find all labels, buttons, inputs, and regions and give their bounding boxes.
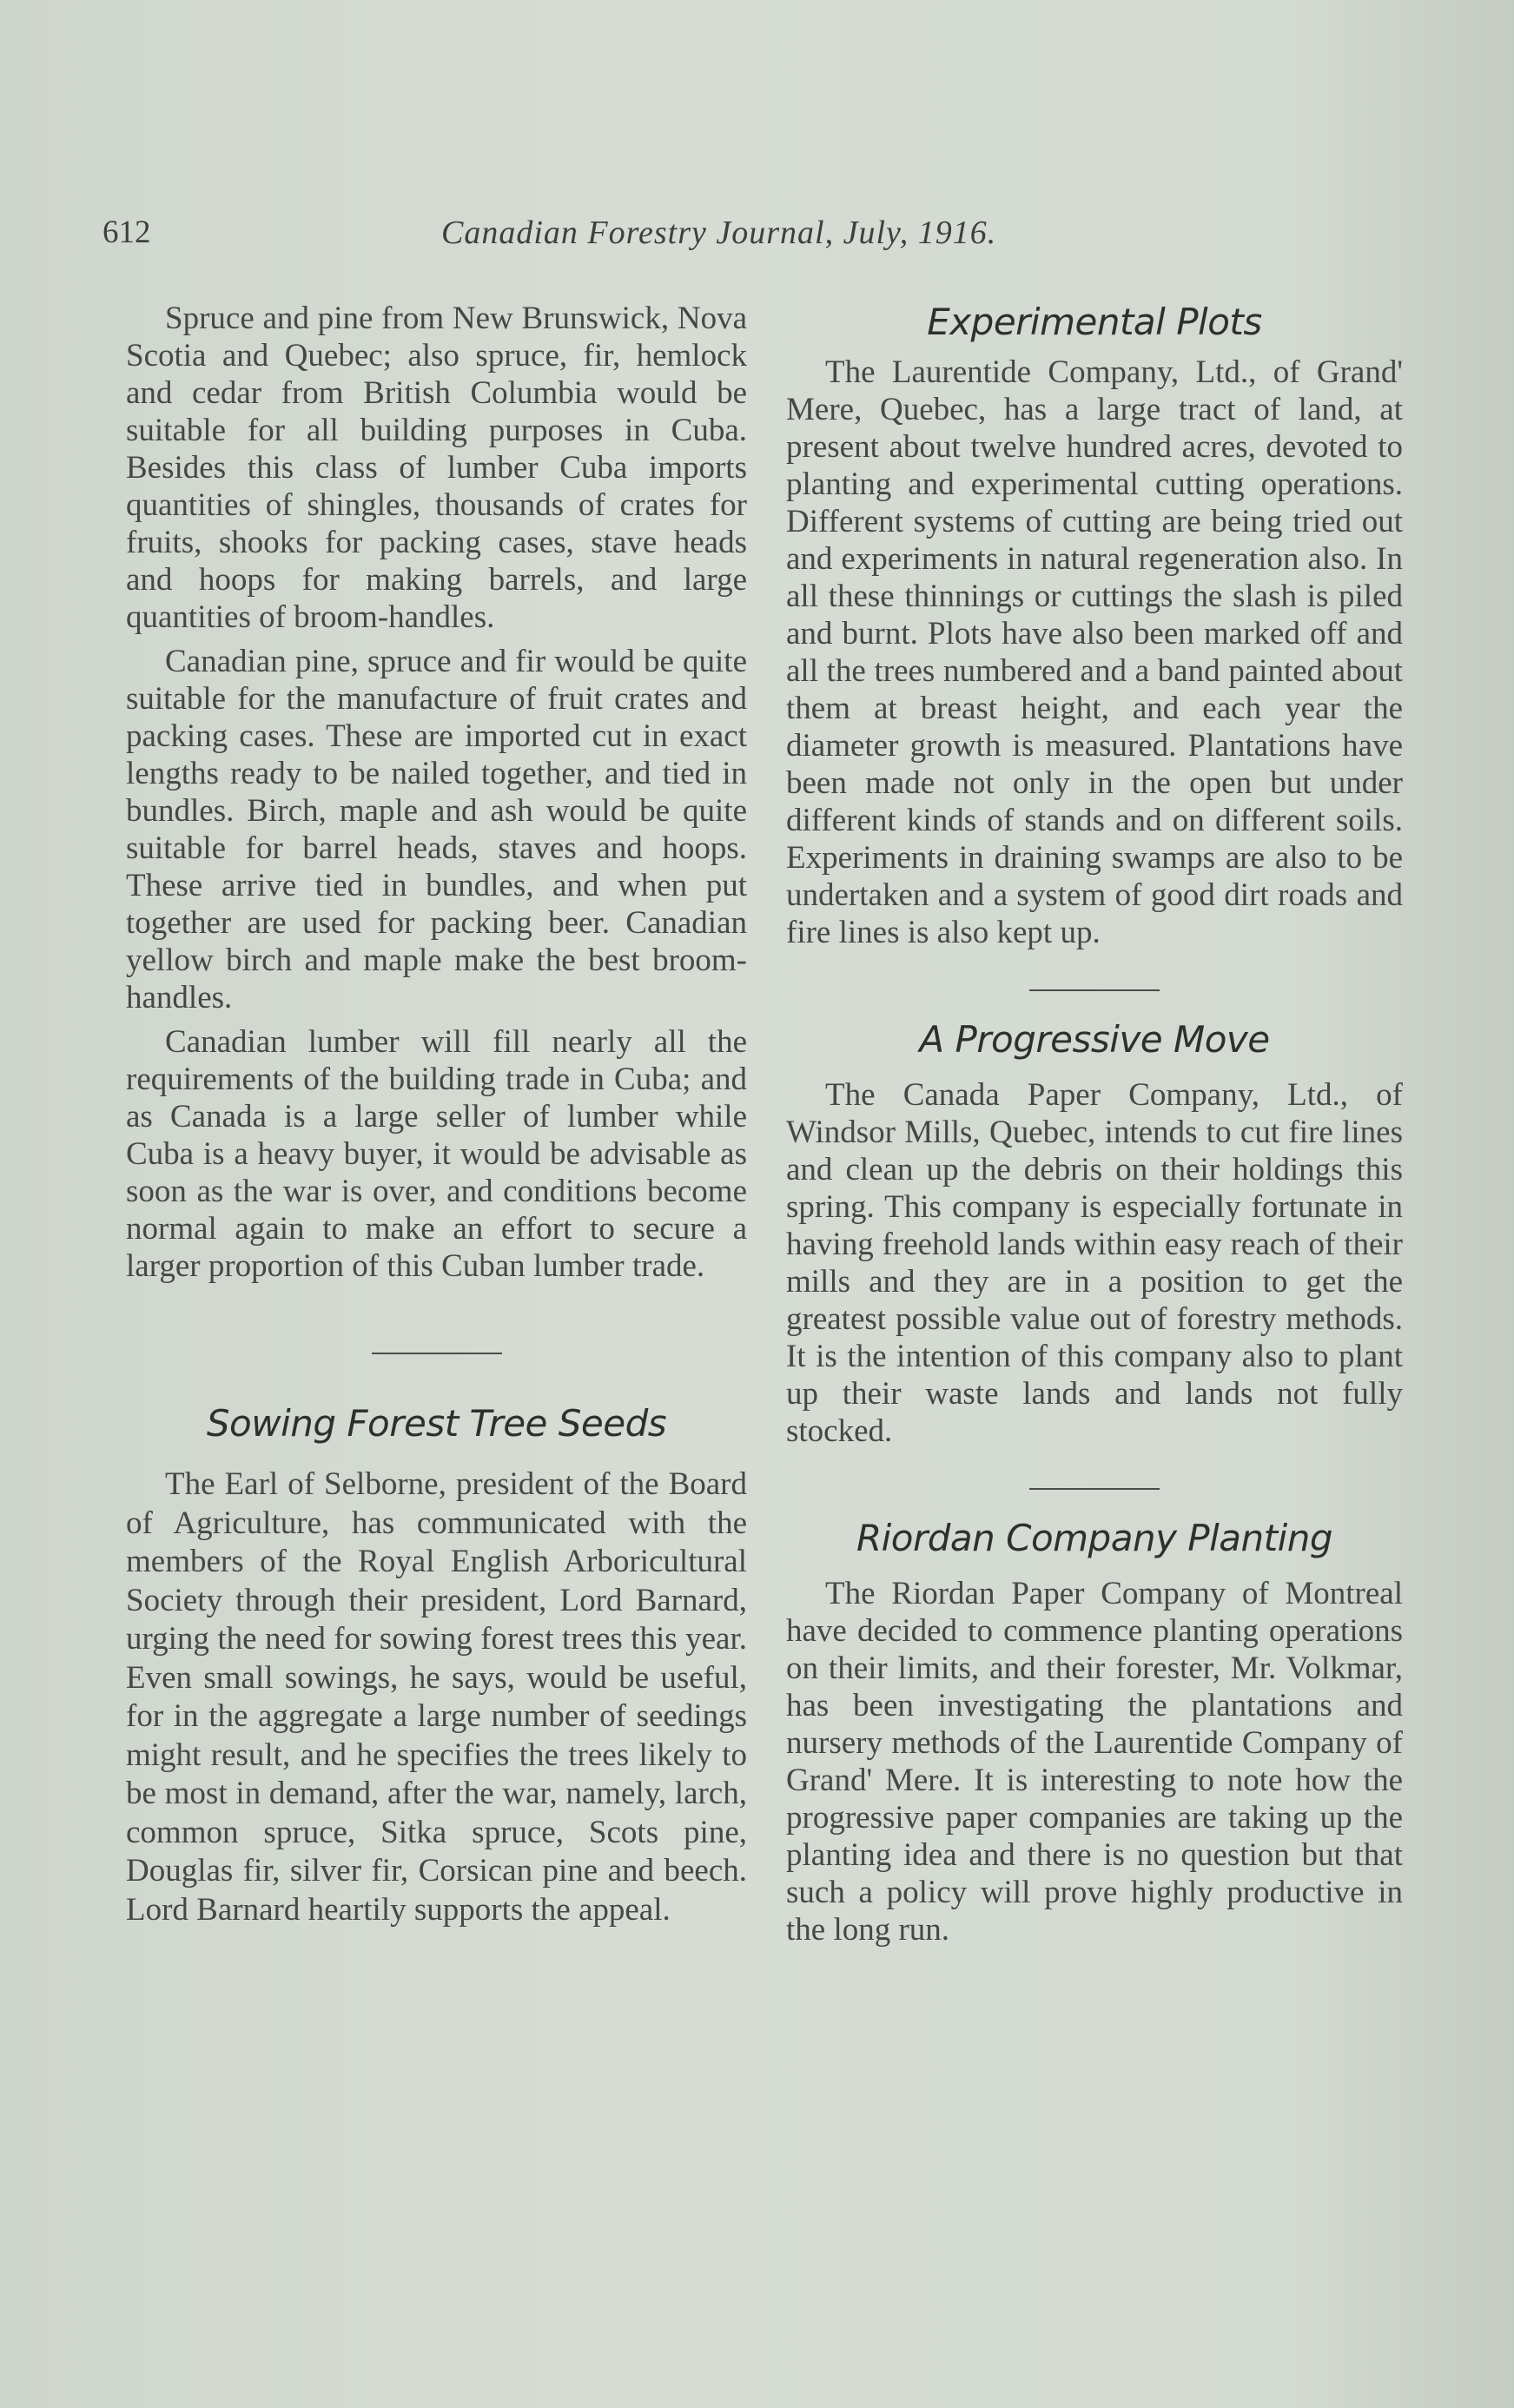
- riordan-paragraph: The Riordan Paper Company of Montreal have decided to commence planting operations on their limits, and their forester, Mr. Volkmar, has been investigating the plantations and nursery methods of the Laurentide Company of Grand' Mere. It is interesting to note how the progressive paper companies are taking up the planting idea and there is no question but that such a policy will prove highly productive in the long run.: [786, 1576, 1403, 1948]
- cuba-lumber-paragraph-1: Spruce and pine from New Brunswick, Nova Scotia and Quebec; also spruce, fir, hemlock and cedar from British Columbia would be suitable for all building purposes in Cuba. Besides this class of lumber Cuba imports quantities of shingles, thousands of crates for fruits, shooks for packing cases, stave heads and hoops for making barrels, and large quantities of broom-handles.: [126, 301, 747, 635]
- cuba-lumber-paragraph-2: Canadian pine, spruce and fir would be quite suitable for the manufacture of fruit crates and packing cases. These are imported cut in exact lengths ready to be nailed together, and tied in bundles. Birch, maple and ash would be quite suitable for barrel heads, staves and hoops. These arrive tied in bundles, and when put together are used for packing beer. Canadian yellow birch and maple make the best broom-handles.: [126, 644, 747, 1015]
- right-column: [786, 300, 1403, 1948]
- sowing-paragraph: The Earl of Selborne, president of the Board of Agriculture, has communicated with the members of the Royal English Arboricultural Society through their president, Lord Barnard, urging the need for sowing forest trees this year. Even small sowings, he says, would be useful, for in the aggregate a large number of seedings might result, and he specifies the trees likely to be most in demand, after the war, namely, larch, common spruce, Sitka spruce, Scots pine, Douglas fir, silver fir, Corsican pine and beech. Lord Barnard heartily supports the appeal.: [126, 1466, 747, 1928]
- page-number: 612: [102, 215, 151, 250]
- section-heading-experimental: Experimental Plots: [927, 301, 1262, 343]
- left-column: [126, 300, 747, 1929]
- progressive-paragraph: The Canada Paper Company, Ltd., of Windsor Mills, Quebec, intends to cut fire lines and clean up the debris on their holdings this spring. This company is especially fortunate in having freehold lands within easy reach of their mills and they are in a position to get the greatest possible value out of forestry methods. It is the intention of this company also to plant up their waste lands and lands not fully stocked.: [786, 1077, 1403, 1449]
- cuba-lumber-paragraph-3: Canadian lumber will fill nearly all the requirements of the building trade in Cuba; and as Canada is a large seller of lumber while Cuba is a heavy buyer, it would be advisable as soon as the war is over, and conditions become normal again to make an effort to secure a larger proportion of this Cuban lumber trade.: [126, 1024, 747, 1284]
- running-title: Canadian Forestry Journal, July, 1916.: [441, 215, 997, 251]
- section-heading-sowing: Sowing Forest Tree Seeds: [206, 1402, 667, 1445]
- section-heading-progressive: A Progressive Move: [919, 1018, 1270, 1061]
- section-heading-riordan: Riordan Company Planting: [856, 1517, 1333, 1559]
- experimental-paragraph: The Laurentide Company, Ltd., of Grand' Mere, Quebec, has a large tract of land, at present about twelve hundred acres, devoted to planting and experimental cutting operations. Different systems of cutting are being tried out and experiments in natural regeneration also. In all these thinnings or cuttings the slash is piled and burnt. Plots have also been marked off and all the trees numbered and a band painted about them at breast height, and each year the diameter growth is measured. Plantations have been made not only in the open but under different kinds of stands and on different soils. Experiments in draining swamps are also to be undertaken and a system of good dirt roads and fire lines is also kept up.: [786, 354, 1403, 950]
- page-header: [102, 214, 1405, 266]
